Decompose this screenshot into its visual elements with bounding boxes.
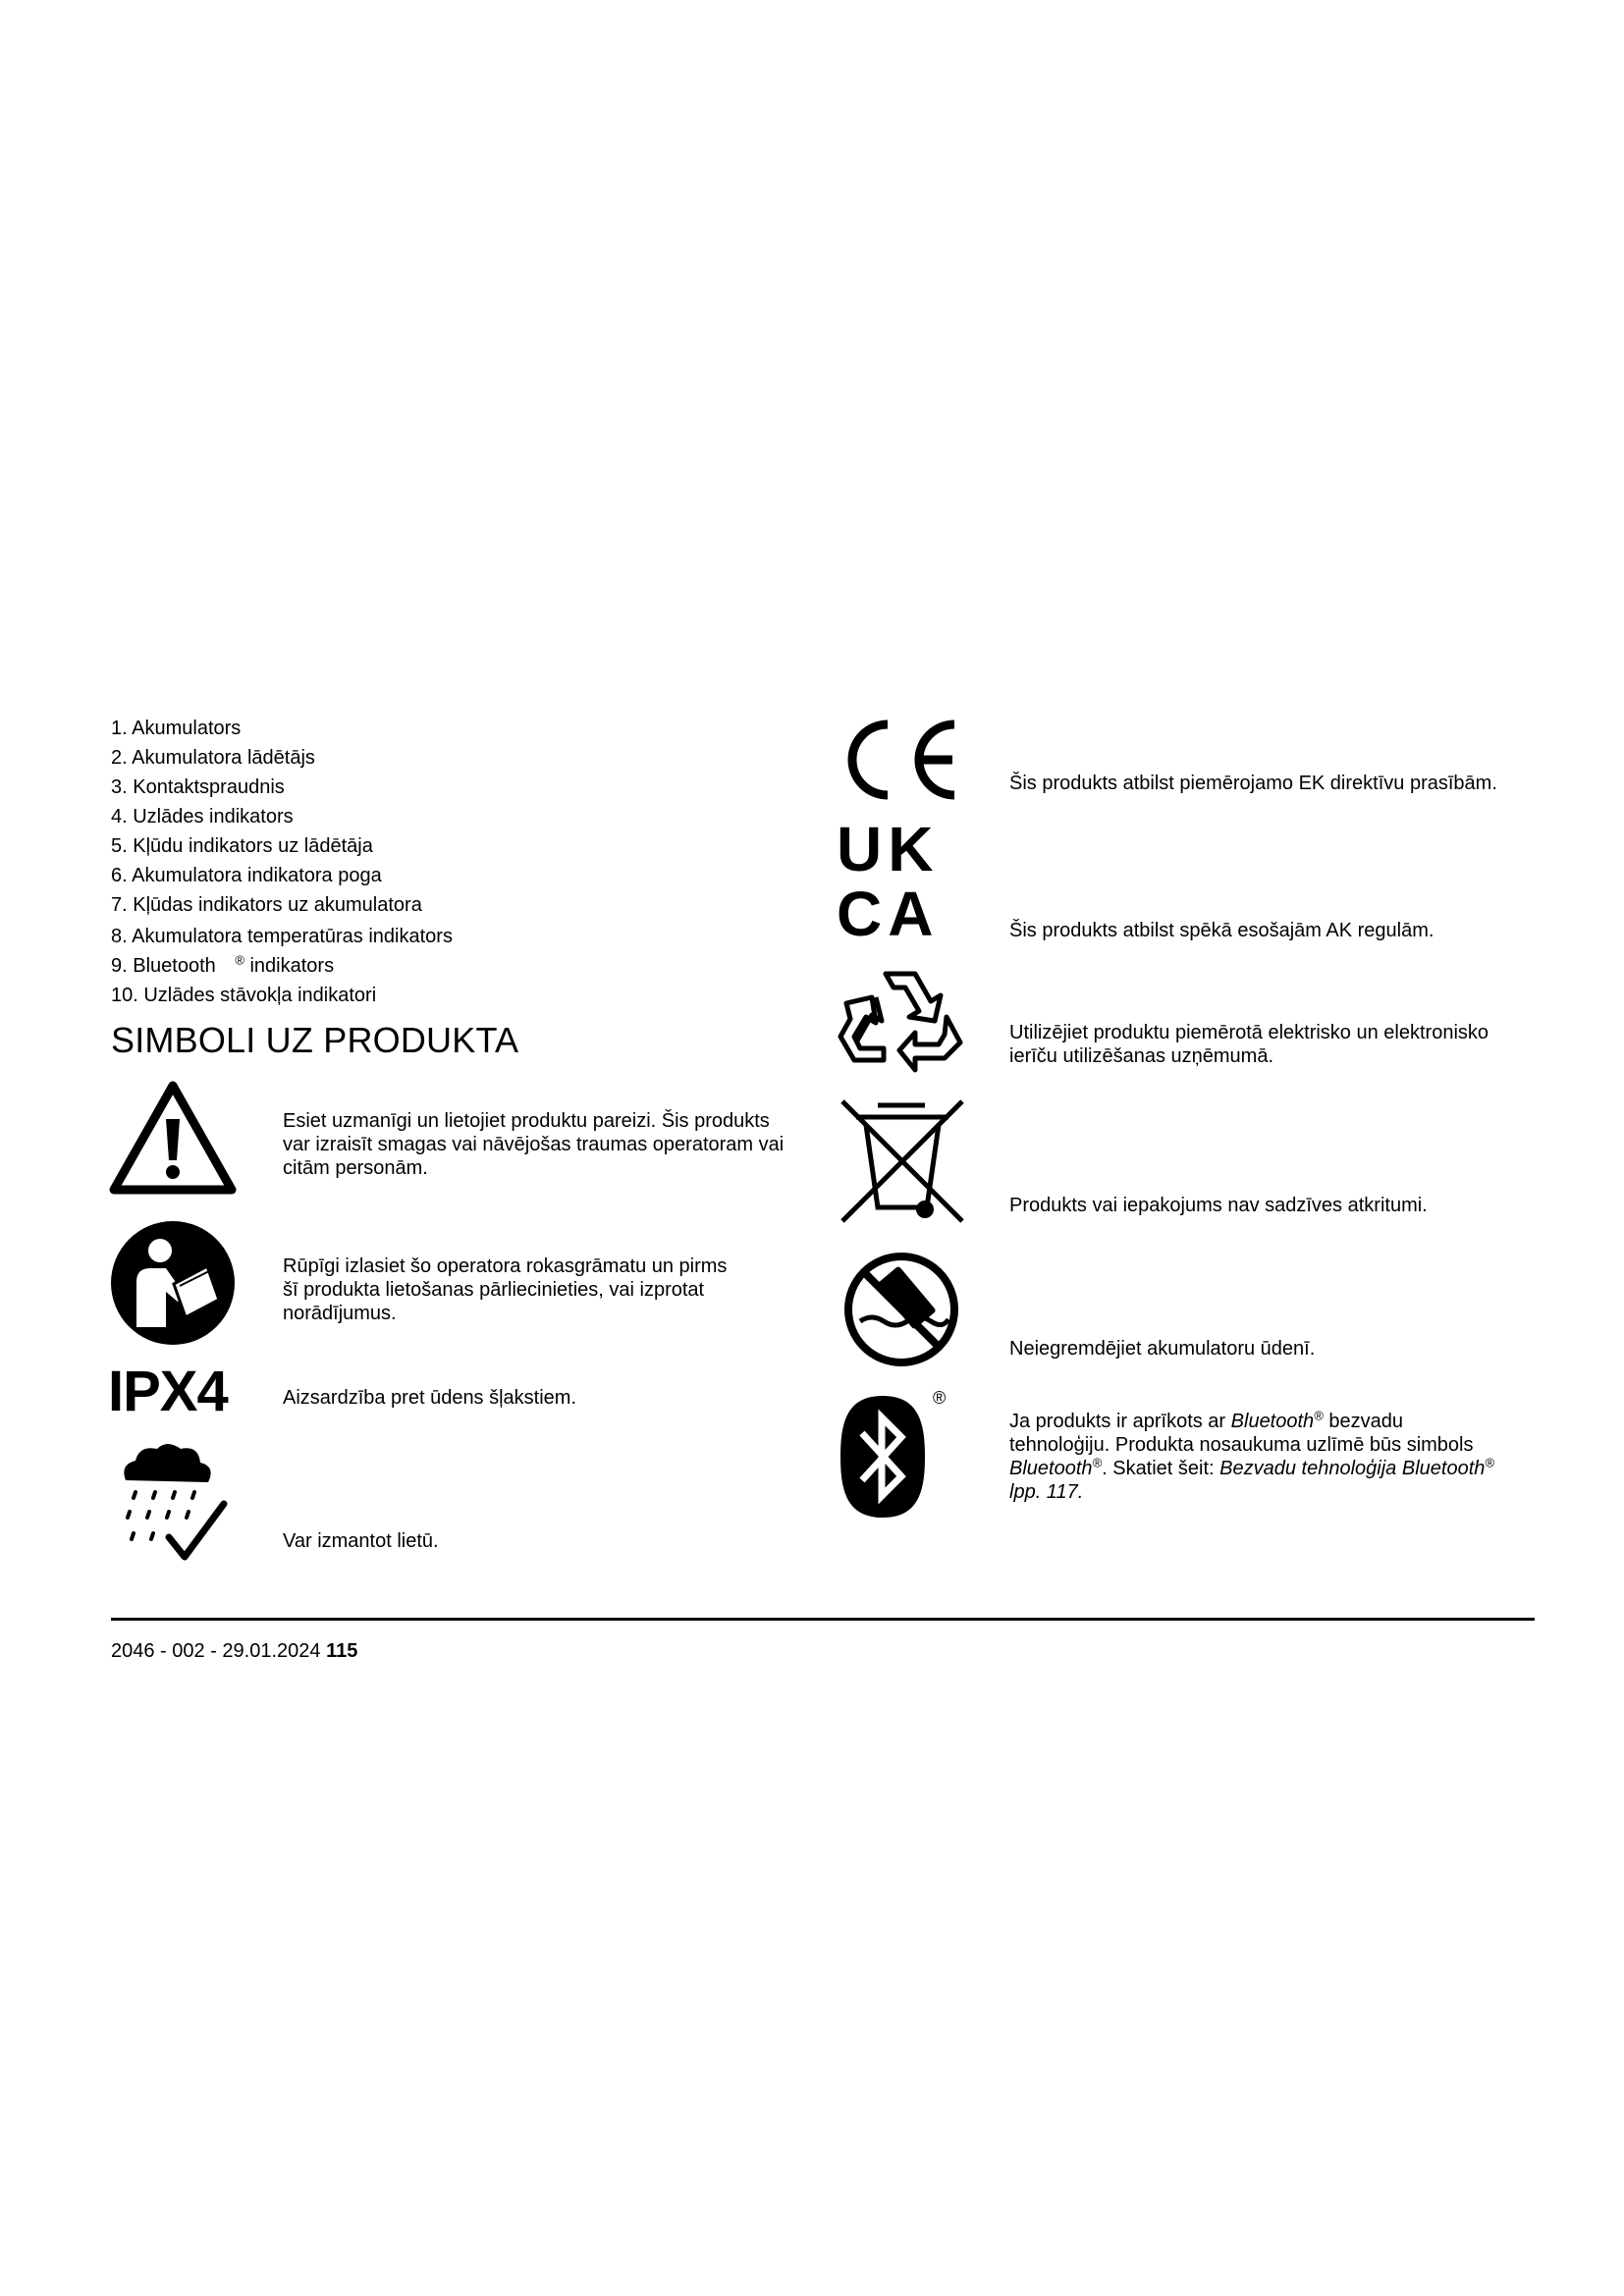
text-line: Utilizējiet produktu piemērotā elektrisko un elektronisko	[1009, 1022, 1489, 1043]
warning-text	[283, 1109, 784, 1180]
registered-mark: ®	[933, 1388, 947, 1408]
text-span: Ja produkts ir aprīkots ar	[1009, 1411, 1231, 1432]
registered-mark: ®	[1092, 1455, 1103, 1470]
text-line: tehnoloģiju. Produkta nosaukuma uzlīmē būs simbols	[1009, 1434, 1474, 1456]
text-line: citām personām.	[283, 1157, 428, 1179]
registered-mark: ®	[1314, 1408, 1324, 1423]
list-item: 1. Akumulators	[111, 718, 242, 739]
text-line	[1009, 1457, 1494, 1480]
page-number: 115	[326, 1640, 358, 1662]
italic-term: Bluetooth	[1230, 1411, 1315, 1432]
list-item: 2. Akumulatora lādētājs	[111, 747, 315, 769]
italic-term: Bluetooth	[1009, 1458, 1093, 1479]
footer-rule	[111, 1618, 1535, 1621]
manual-text	[283, 1255, 727, 1325]
no-immerse-battery-icon	[842, 1251, 960, 1368]
text-line: šī produkta lietošanas pārliecinieties, vai izprotat	[283, 1279, 705, 1301]
page-reference: lpp. 117.	[1009, 1481, 1084, 1503]
list-item: 3. Kontaktspraudnis	[111, 776, 285, 798]
list-item-suffix: indikators	[249, 955, 335, 977]
text-span: . Skatiet šeit:	[1102, 1458, 1220, 1479]
text-line: ierīču utilizēšanas uzņēmumā.	[1009, 1045, 1274, 1067]
bluetooth-text	[1009, 1410, 1494, 1504]
list-item: 6. Akumulatora indikatora poga	[111, 865, 382, 886]
ukca-bottom: CA	[837, 879, 940, 949]
section-heading: SIMBOLI UZ PRODUKTA	[111, 1020, 519, 1060]
text-line	[1009, 1410, 1494, 1433]
text-line: Esiet uzmanīgi un lietojiet produktu pareizi. Šis produkts	[283, 1110, 770, 1132]
recycle-icon	[837, 964, 964, 1074]
page-footer	[111, 1639, 357, 1663]
crossed-out-bin-icon	[839, 1097, 966, 1225]
registered-mark: ®	[1485, 1455, 1494, 1470]
ukca-text: Šis produkts atbilst spēkā esošajām AK regulām.	[1009, 920, 1435, 941]
bin-text: Produkts vai iepakojums nav sadzīves atkritumi.	[1009, 1195, 1428, 1216]
list-item: 5. Kļūdu indikators uz lādētāja	[111, 835, 373, 857]
bluetooth-icon	[839, 1394, 927, 1520]
ukca-top: UK	[837, 814, 940, 884]
text-line: norādījumus.	[283, 1303, 397, 1324]
ipx4-icon: IPX4	[108, 1360, 228, 1423]
document-id: 2046 - 002 - 29.01.2024	[111, 1640, 321, 1662]
text-line: var izraisīt smagas vai nāvējošas traumas operatoram vai	[283, 1134, 785, 1155]
list-item-label: 9. Bluetooth	[111, 955, 216, 977]
list-item: 10. Uzlādes stāvokļa indikatori	[111, 985, 377, 1006]
cross-reference-link: Bezvadu tehnoloģija Bluetooth	[1219, 1458, 1486, 1479]
no-water-text: Neiegremdējiet akumulatoru ūdenī.	[1009, 1338, 1316, 1360]
list-item	[111, 954, 334, 978]
list-item: 4. Uzlādes indikators	[111, 806, 294, 828]
read-manual-icon	[109, 1219, 237, 1347]
text-span: bezvadu	[1323, 1411, 1403, 1432]
list-item: 7. Kļūdas indikators uz akumulatora	[111, 894, 422, 916]
ukca-mark-icon	[837, 814, 964, 949]
list-item: 8. Akumulatora temperatūras indikators	[111, 926, 453, 947]
ce-mark-icon	[837, 715, 966, 805]
rain-text: Var izmantot lietū.	[283, 1530, 439, 1552]
text-line: Rūpīgi izlasiet šo operatora rokasgrāmatu un pirms	[283, 1255, 728, 1277]
ipx4-text: Aizsardzība pret ūdens šļakstiem.	[283, 1387, 577, 1409]
rain-cloud-check-icon	[114, 1439, 232, 1567]
warning-triangle-icon	[108, 1080, 238, 1196]
ce-text: Šis produkts atbilst piemērojamo EK direktīvu prasībām.	[1009, 773, 1497, 794]
recycle-text	[1009, 1021, 1489, 1068]
registered-mark: ®	[235, 952, 244, 968]
